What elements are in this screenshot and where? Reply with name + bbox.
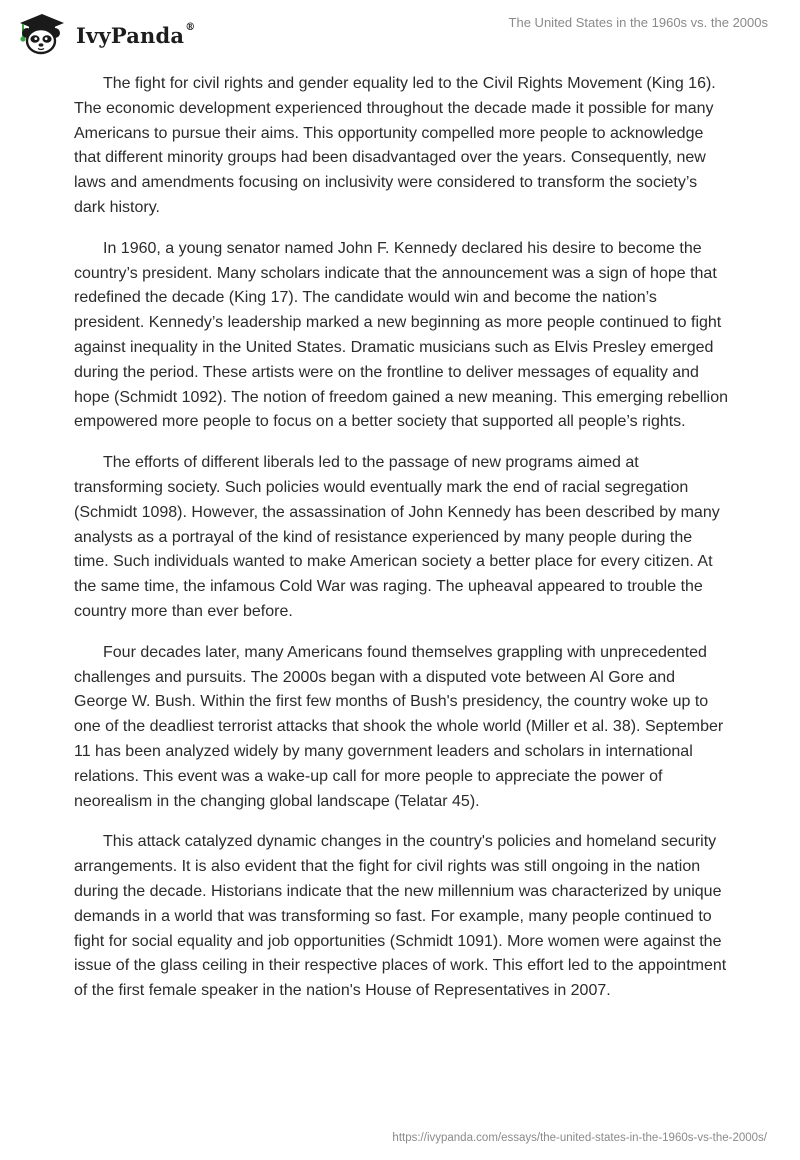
- panda-graduate-icon: [14, 10, 66, 56]
- paragraph-2: In 1960, a young senator named John F. Kennedy declared his desire to become the country’s president. Many scholars indicate that the announcement was a sign of hope that redefined the decade (King 17). The candidate would win and become the nation’s president. Kennedy’s leadership marked a new beginning as more people continued to fight against inequality in the United States. Dramatic musicians such as Elvis Presley emerged during the period. These artists were on the frontline to deliver messages of equality and hope (Schmidt 1092). The notion of freedom gained a new meaning. This emerging rebellion empowered more people to focus on a better society that supported all people’s rights.: [74, 239, 729, 431]
- paragraph-5: This attack catalyzed dynamic changes in the country's policies and homeland security arrangements. It is also evident that the fight for civil rights was still ongoing in the nation during the decade. Historians indicate that the new millennium was characterized by unique demands in a world that was transforming so fast. For example, many people continued to fight for social equality and job opportunities (Schmidt 1091). More women were against the issue of the glass ceiling in their respective places of work. This effort led to the appointment of the first female speaker in the nation's House of Representatives in 2007.: [74, 833, 727, 1000]
- brand-name-text: IvyPanda: [76, 22, 185, 48]
- essay-body: [74, 72, 730, 1020]
- document-title: The United States in the 1960s vs. the 2000s: [508, 15, 768, 30]
- brand-name: [76, 23, 195, 48]
- source-url-link[interactable]: https://ivypanda.com/essays/the-united-states-in-the-1960s-vs-the-2000s/: [392, 1132, 767, 1144]
- paragraph-1: The fight for civil rights and gender equality led to the Civil Rights Movement (King 16). The economic development experienced throughout the decade made it possible for many Americans to pursue their aims. This opportunity compelled more people to acknowledge that different minority groups had been disadvantaged over the years. Consequently, new laws and amendments focusing on inclusivity were considered to transform the society’s dark history.: [74, 75, 716, 216]
- paragraph-3: The efforts of different liberals led to the passage of new programs aimed at transforming society. Such policies would eventually mark the end of racial segregation (Schmidt 1098). However, the assassination of John Kennedy has been described by many analysts as a portrayal of the kind of resistance experienced by many people during the time. Such individuals wanted to make American society a better place for every citizen. At the same time, the infamous Cold War was raging. The upheaval appeared to trouble the country more than ever before.: [74, 454, 720, 620]
- registered-mark: ®: [185, 21, 196, 33]
- brand-logo[interactable]: [14, 10, 195, 56]
- paragraph-4: Four decades later, many Americans found themselves grappling with unprecedented challenges and pursuits. The 2000s began with a disputed vote between Al Gore and George W. Bush. Within the first few months of Bush's presidency, the country woke up to one of the deadliest terrorist attacks that shook the whole world (Miller et al. 38). September 11 has been analyzed widely by many government leaders and scholars in international relations. This event was a wake-up call for more people to appreciate the power of neorealism in the changing global landscape (Telatar 45).: [74, 643, 724, 810]
